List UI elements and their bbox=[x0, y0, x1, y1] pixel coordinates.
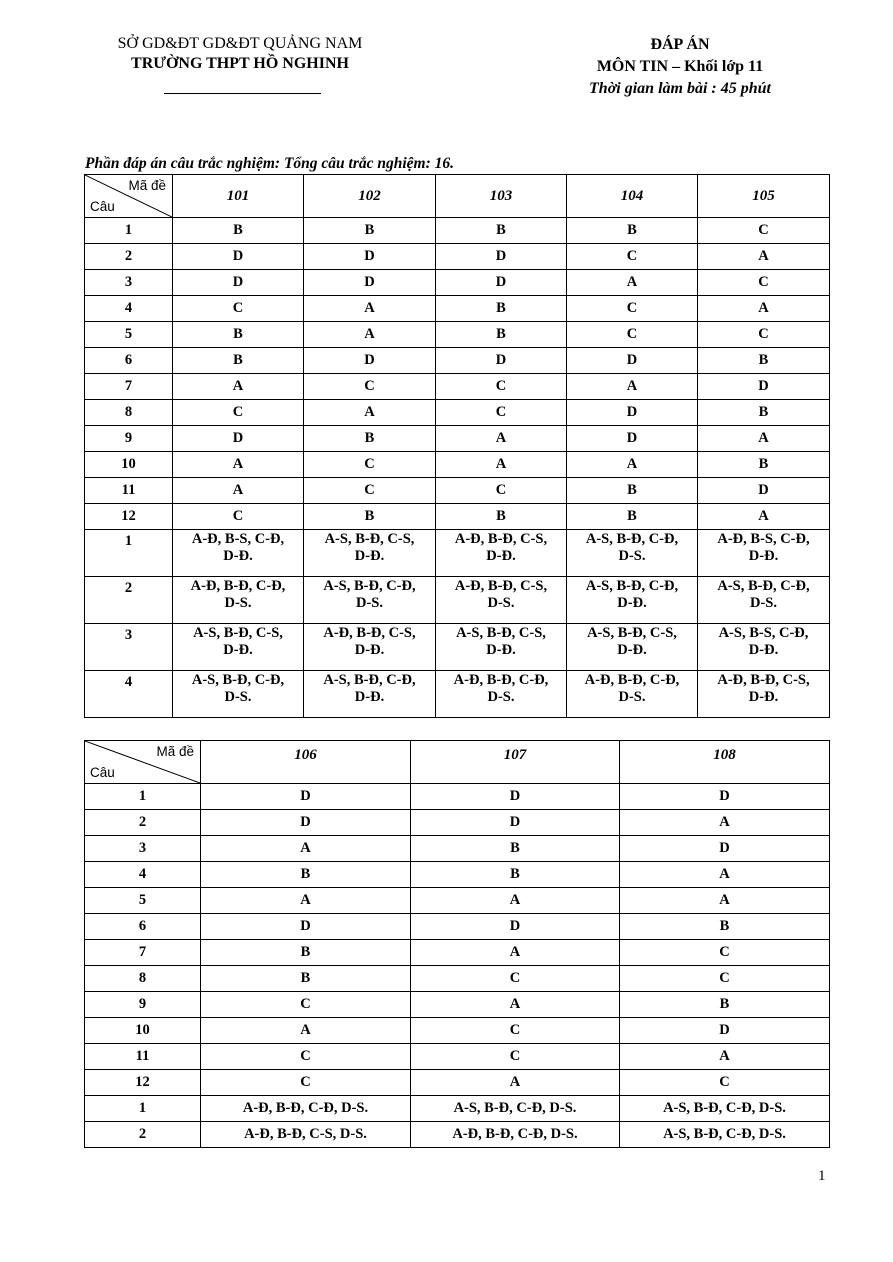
answer-cell: C bbox=[304, 478, 436, 504]
question-number-cell: 6 bbox=[85, 348, 173, 374]
table-row bbox=[85, 940, 830, 966]
table-row bbox=[85, 504, 830, 530]
question-number-cell: 2 bbox=[85, 1122, 201, 1148]
question-number-cell: 4 bbox=[85, 671, 173, 718]
answer-cell: B bbox=[173, 322, 304, 348]
answer-cell: B bbox=[567, 504, 698, 530]
answer-cell: D bbox=[411, 784, 620, 810]
answer-cell: C bbox=[567, 244, 698, 270]
exam-code-header: 108 bbox=[620, 741, 830, 784]
question-number-cell: 1 bbox=[85, 218, 173, 244]
answer-line: A-S, B-Đ, C-S, bbox=[193, 625, 283, 641]
header-divider bbox=[164, 93, 321, 94]
answer-cell: D bbox=[620, 784, 830, 810]
corner-header-cell bbox=[85, 741, 201, 784]
answer-cell: A-Đ, B-Đ, C-Đ, D-S. bbox=[411, 1122, 620, 1148]
answer-cell: A bbox=[698, 426, 830, 452]
answer-cell: B bbox=[698, 452, 830, 478]
table-row bbox=[85, 784, 830, 810]
table-row bbox=[85, 322, 830, 348]
answer-cell: C bbox=[173, 504, 304, 530]
section-title: Phần đáp án câu trắc nghiệm: Tổng câu trắc nghiệm: 16. bbox=[85, 155, 455, 172]
answer-line: A-S, B-Đ, C-Đ, bbox=[191, 672, 285, 688]
true-false-answer-cell bbox=[436, 671, 567, 718]
answer-cell: A bbox=[620, 810, 830, 836]
document-title: ĐÁP ÁN bbox=[650, 36, 710, 53]
question-number-cell: 2 bbox=[85, 244, 173, 270]
header-right bbox=[540, 34, 820, 100]
true-false-answer-cell bbox=[698, 671, 830, 718]
header-left bbox=[60, 34, 420, 94]
answer-cell: A bbox=[698, 504, 830, 530]
true-false-answer-cell bbox=[698, 530, 830, 577]
answer-cell: D bbox=[567, 426, 698, 452]
answer-cell: D bbox=[173, 270, 304, 296]
answer-table-1 bbox=[84, 174, 830, 718]
answer-cell: A bbox=[201, 1018, 411, 1044]
answer-cell: C bbox=[436, 374, 567, 400]
true-false-answer-cell bbox=[436, 530, 567, 577]
page-number: 1 bbox=[818, 1168, 826, 1184]
answer-cell: B bbox=[411, 862, 620, 888]
answer-cell: A bbox=[698, 244, 830, 270]
answer-cell: C bbox=[201, 1070, 411, 1096]
true-false-answer-cell bbox=[173, 577, 304, 624]
answer-cell: B bbox=[698, 348, 830, 374]
answer-line: A-S, B-Đ, C-S, bbox=[324, 531, 415, 547]
question-number-cell: 5 bbox=[85, 322, 173, 348]
answer-cell: A bbox=[620, 888, 830, 914]
answer-cell: B bbox=[436, 218, 567, 244]
answer-cell: C bbox=[698, 218, 830, 244]
answer-cell: D bbox=[201, 914, 411, 940]
true-false-answer-cell bbox=[567, 624, 698, 671]
answer-line: D-Đ. bbox=[486, 642, 516, 658]
answer-cell: A-S, B-Đ, C-Đ, D-S. bbox=[620, 1096, 830, 1122]
exam-code-header: 101 bbox=[173, 175, 304, 218]
answer-line: D-S. bbox=[224, 689, 252, 705]
corner-header-cell bbox=[85, 175, 173, 218]
answer-line: A-Đ, B-Đ, C-Đ, bbox=[190, 578, 286, 594]
table-row bbox=[85, 992, 830, 1018]
answer-line: D-S. bbox=[487, 595, 515, 611]
answer-line: D-Đ. bbox=[748, 548, 779, 564]
exam-code-header: 104 bbox=[567, 175, 698, 218]
table-row bbox=[85, 1018, 830, 1044]
answer-cell: C bbox=[201, 992, 411, 1018]
answer-cell: C bbox=[304, 452, 436, 478]
answer-line: D-Đ. bbox=[748, 689, 779, 705]
answer-line: A-S, B-S, C-Đ, bbox=[718, 625, 809, 641]
table-row bbox=[85, 400, 830, 426]
answer-cell: A bbox=[620, 1044, 830, 1070]
answer-cell: C bbox=[567, 322, 698, 348]
true-false-answer-cell bbox=[173, 530, 304, 577]
answer-cell: A bbox=[201, 836, 411, 862]
true-false-answer-cell bbox=[698, 624, 830, 671]
exam-code-header: 105 bbox=[698, 175, 830, 218]
answer-line: D-Đ. bbox=[354, 642, 385, 658]
answer-cell: A bbox=[436, 452, 567, 478]
answer-cell: D bbox=[173, 426, 304, 452]
subject-line: MÔN TIN – Khối lớp 11 bbox=[596, 58, 764, 75]
school-name: TRƯỜNG THPT HỒ NGHINH bbox=[131, 55, 349, 72]
true-false-answer-cell bbox=[567, 671, 698, 718]
answer-cell: B bbox=[201, 966, 411, 992]
answer-cell: A bbox=[411, 992, 620, 1018]
question-number-cell: 3 bbox=[85, 836, 201, 862]
answer-line: A-S, B-Đ, C-Đ, bbox=[717, 578, 810, 594]
table-row bbox=[85, 624, 830, 671]
answer-cell: B bbox=[567, 478, 698, 504]
answer-cell: A bbox=[567, 270, 698, 296]
answer-cell: D bbox=[304, 348, 436, 374]
answer-line: D-Đ. bbox=[223, 642, 253, 658]
answer-line: D-Đ. bbox=[223, 548, 253, 564]
answer-line: A-Đ, B-S, C-Đ, bbox=[191, 531, 285, 547]
answer-cell: B bbox=[436, 322, 567, 348]
answer-cell: A bbox=[304, 322, 436, 348]
table-row bbox=[85, 966, 830, 992]
answer-cell: A bbox=[304, 296, 436, 322]
exam-code-header: 107 bbox=[411, 741, 620, 784]
question-number-cell: 4 bbox=[85, 296, 173, 322]
answer-cell: D bbox=[411, 810, 620, 836]
table-row bbox=[85, 374, 830, 400]
answer-line: D-Đ. bbox=[748, 642, 779, 658]
true-false-answer-cell bbox=[304, 530, 436, 577]
answer-cell: A-S, B-Đ, C-Đ, D-S. bbox=[411, 1096, 620, 1122]
answer-line: D-Đ. bbox=[354, 689, 385, 705]
question-number-cell: 9 bbox=[85, 992, 201, 1018]
question-number-cell: 5 bbox=[85, 888, 201, 914]
table-header-row bbox=[85, 175, 830, 218]
answer-cell: A-Đ, B-Đ, C-S, D-S. bbox=[201, 1122, 411, 1148]
answer-line: A-S, B-Đ, C-Đ, bbox=[323, 578, 416, 594]
question-number-cell: 8 bbox=[85, 400, 173, 426]
question-number-cell: 7 bbox=[85, 374, 173, 400]
answer-line: D-S. bbox=[224, 595, 252, 611]
table-row bbox=[85, 530, 830, 577]
answer-cell: B bbox=[304, 504, 436, 530]
answer-cell: C bbox=[698, 270, 830, 296]
exam-code-header: 106 bbox=[201, 741, 411, 784]
answer-line: A-S, B-Đ, C-Đ, bbox=[585, 578, 679, 594]
answer-cell: A bbox=[411, 888, 620, 914]
answer-cell: A bbox=[436, 426, 567, 452]
question-number-cell: 7 bbox=[85, 940, 201, 966]
answer-cell: A-Đ, B-Đ, C-Đ, D-S. bbox=[201, 1096, 411, 1122]
answer-cell: C bbox=[304, 374, 436, 400]
true-false-answer-cell bbox=[436, 577, 567, 624]
answer-cell: A bbox=[698, 296, 830, 322]
answer-cell: D bbox=[698, 374, 830, 400]
table-row bbox=[85, 426, 830, 452]
answer-cell: B bbox=[173, 218, 304, 244]
answer-line: A-S, B-Đ, C-Đ, bbox=[323, 672, 416, 688]
question-number-cell: 1 bbox=[85, 530, 173, 577]
question-number-cell: 1 bbox=[85, 1096, 201, 1122]
question-number-cell: 2 bbox=[85, 577, 173, 624]
answer-cell: D bbox=[173, 244, 304, 270]
answer-cell: C bbox=[411, 966, 620, 992]
answer-cell: D bbox=[304, 270, 436, 296]
time-line: Thời gian làm bài : 45 phút bbox=[589, 80, 771, 97]
answer-line: A-S, B-Đ, C-S, bbox=[456, 625, 546, 641]
question-number-cell: 9 bbox=[85, 426, 173, 452]
true-false-answer-cell bbox=[304, 671, 436, 718]
answer-cell: A bbox=[173, 478, 304, 504]
answer-line: A-Đ, B-Đ, C-Đ, bbox=[453, 672, 549, 688]
answer-cell: C bbox=[411, 1044, 620, 1070]
true-false-answer-cell bbox=[173, 624, 304, 671]
answer-cell: A bbox=[201, 888, 411, 914]
answer-cell: A bbox=[173, 374, 304, 400]
answer-line: D-S. bbox=[750, 595, 777, 611]
answer-cell: B bbox=[411, 836, 620, 862]
question-number-cell: 3 bbox=[85, 624, 173, 671]
answer-cell: D bbox=[567, 348, 698, 374]
answer-cell: D bbox=[436, 270, 567, 296]
answer-cell: C bbox=[698, 322, 830, 348]
answer-cell: D bbox=[620, 836, 830, 862]
table-row bbox=[85, 270, 830, 296]
table-row bbox=[85, 577, 830, 624]
answer-line: A-Đ, B-Đ, C-S, bbox=[454, 578, 548, 594]
table-header-row bbox=[85, 741, 830, 784]
answer-cell: A bbox=[620, 862, 830, 888]
answer-table-2 bbox=[84, 740, 830, 1148]
question-number-cell: 12 bbox=[85, 1070, 201, 1096]
true-false-answer-cell bbox=[173, 671, 304, 718]
answer-cell: B bbox=[201, 862, 411, 888]
answer-cell: A bbox=[567, 374, 698, 400]
table-row bbox=[85, 1096, 830, 1122]
answer-cell: B bbox=[304, 218, 436, 244]
question-number-cell: 12 bbox=[85, 504, 173, 530]
answer-cell: D bbox=[201, 810, 411, 836]
answer-cell: A bbox=[567, 452, 698, 478]
answer-line: D-S. bbox=[487, 689, 515, 705]
question-number-cell: 11 bbox=[85, 478, 173, 504]
question-number-cell: 10 bbox=[85, 1018, 201, 1044]
answer-cell: C bbox=[436, 400, 567, 426]
answer-cell: C bbox=[620, 966, 830, 992]
answer-line: A-Đ, B-S, C-Đ, bbox=[717, 531, 810, 547]
answer-line: D-Đ. bbox=[486, 548, 516, 564]
table-row bbox=[85, 671, 830, 718]
corner-label-question: Câu bbox=[90, 765, 115, 780]
answer-line: D-S. bbox=[618, 548, 646, 564]
answer-cell: A-S, B-Đ, C-Đ, D-S. bbox=[620, 1122, 830, 1148]
question-number-cell: 4 bbox=[85, 862, 201, 888]
answer-cell: B bbox=[620, 914, 830, 940]
answer-cell: D bbox=[201, 784, 411, 810]
department-name: SỞ GD&ĐT GD&ĐT QUẢNG NAM bbox=[117, 35, 363, 52]
answer-line: D-Đ. bbox=[354, 548, 385, 564]
corner-label-code: Mã đề bbox=[128, 178, 166, 193]
answer-cell: B bbox=[698, 400, 830, 426]
table-row bbox=[85, 478, 830, 504]
true-false-answer-cell bbox=[567, 530, 698, 577]
question-number-cell: 6 bbox=[85, 914, 201, 940]
answer-cell: D bbox=[436, 244, 567, 270]
table-row bbox=[85, 1044, 830, 1070]
table-row bbox=[85, 810, 830, 836]
table-row bbox=[85, 862, 830, 888]
answer-cell: C bbox=[567, 296, 698, 322]
answer-cell: C bbox=[436, 478, 567, 504]
answer-cell: C bbox=[411, 1018, 620, 1044]
answer-cell: C bbox=[620, 940, 830, 966]
answer-line: A-S, B-Đ, C-S, bbox=[587, 625, 677, 641]
answer-cell: B bbox=[304, 426, 436, 452]
exam-code-header: 102 bbox=[304, 175, 436, 218]
answer-line: A-Đ, B-Đ, C-S, bbox=[717, 672, 810, 688]
answer-cell: A bbox=[411, 940, 620, 966]
question-number-cell: 2 bbox=[85, 810, 201, 836]
answer-cell: A bbox=[173, 452, 304, 478]
answer-cell: B bbox=[436, 296, 567, 322]
question-number-cell: 8 bbox=[85, 966, 201, 992]
true-false-answer-cell bbox=[567, 577, 698, 624]
table-row bbox=[85, 452, 830, 478]
table-row bbox=[85, 914, 830, 940]
corner-label-code: Mã đề bbox=[156, 744, 194, 759]
question-number-cell: 10 bbox=[85, 452, 173, 478]
answer-line: A-Đ, B-Đ, C-S, bbox=[454, 531, 548, 547]
true-false-answer-cell bbox=[304, 624, 436, 671]
answer-cell: B bbox=[436, 504, 567, 530]
answer-line: A-Đ, B-Đ, C-S, bbox=[323, 625, 416, 641]
answer-line: D-S. bbox=[618, 689, 646, 705]
answer-cell: D bbox=[698, 478, 830, 504]
answer-cell: A bbox=[411, 1070, 620, 1096]
answer-line: D-Đ. bbox=[617, 595, 647, 611]
true-false-answer-cell bbox=[698, 577, 830, 624]
answer-cell: B bbox=[620, 992, 830, 1018]
true-false-answer-cell bbox=[436, 624, 567, 671]
table-row bbox=[85, 888, 830, 914]
table-row bbox=[85, 1122, 830, 1148]
answer-cell: C bbox=[620, 1070, 830, 1096]
exam-code-header: 103 bbox=[436, 175, 567, 218]
table-row bbox=[85, 1070, 830, 1096]
answer-cell: B bbox=[173, 348, 304, 374]
question-number-cell: 11 bbox=[85, 1044, 201, 1070]
answer-line: D-Đ. bbox=[617, 642, 647, 658]
answer-cell: C bbox=[173, 296, 304, 322]
answer-cell: C bbox=[201, 1044, 411, 1070]
question-number-cell: 1 bbox=[85, 784, 201, 810]
answer-line: A-S, B-Đ, C-Đ, bbox=[585, 531, 679, 547]
table-row bbox=[85, 348, 830, 374]
question-number-cell: 3 bbox=[85, 270, 173, 296]
corner-label-question: Câu bbox=[90, 199, 115, 214]
answer-cell: B bbox=[201, 940, 411, 966]
answer-line: D-S. bbox=[356, 595, 383, 611]
answer-line: A-Đ, B-Đ, C-Đ, bbox=[584, 672, 680, 688]
table-row bbox=[85, 218, 830, 244]
answer-cell: B bbox=[567, 218, 698, 244]
true-false-answer-cell bbox=[304, 577, 436, 624]
table-row bbox=[85, 836, 830, 862]
answer-cell: D bbox=[620, 1018, 830, 1044]
answer-cell: D bbox=[411, 914, 620, 940]
table-row bbox=[85, 296, 830, 322]
answer-cell: A bbox=[304, 400, 436, 426]
answer-cell: C bbox=[173, 400, 304, 426]
table-row bbox=[85, 244, 830, 270]
answer-cell: D bbox=[436, 348, 567, 374]
answer-cell: D bbox=[567, 400, 698, 426]
answer-cell: D bbox=[304, 244, 436, 270]
